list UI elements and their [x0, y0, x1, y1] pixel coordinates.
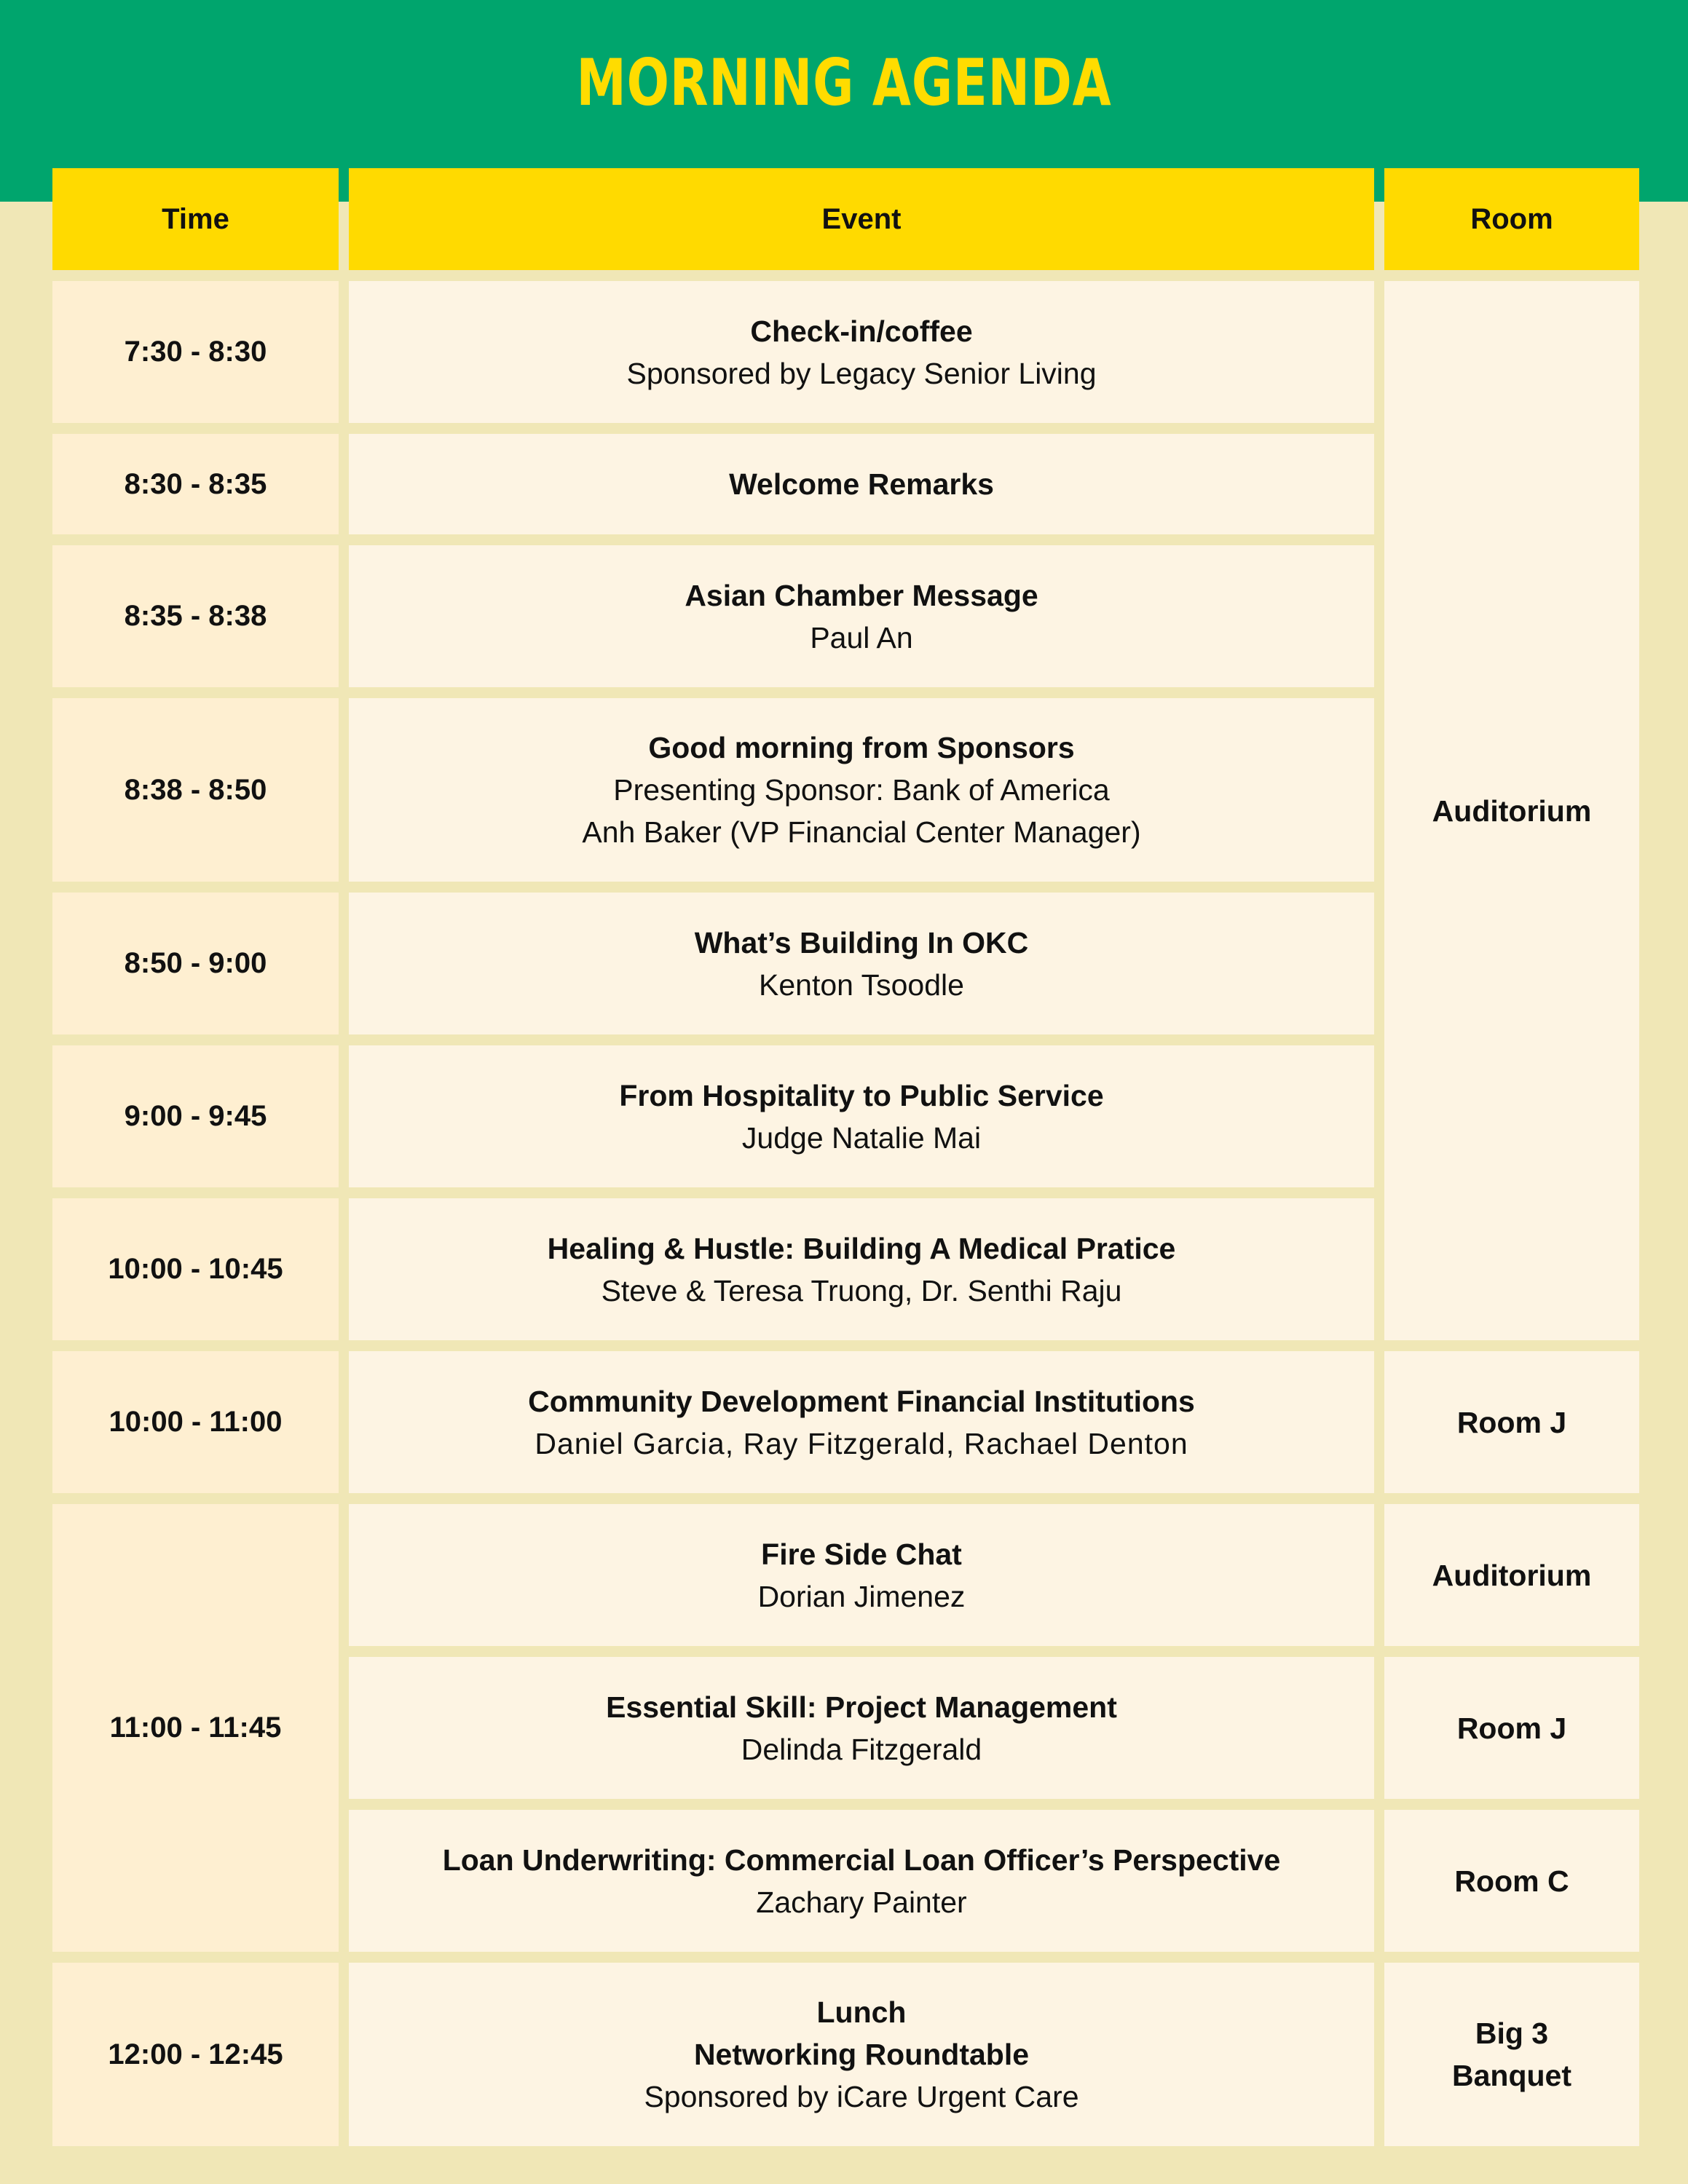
event-cell — [349, 1045, 1374, 1187]
event-cell — [349, 698, 1374, 882]
event-title: Community Development Financial Institutions — [528, 1384, 1195, 1418]
event-subtitle: Steve & Teresa Truong, Dr. Senthi Raju — [601, 1273, 1122, 1307]
event-title: Check-in/coffee — [750, 314, 973, 348]
event-title: Welcome Remarks — [729, 467, 994, 501]
event-cell — [349, 893, 1374, 1034]
event-cell — [349, 1504, 1374, 1646]
event-cell — [349, 1351, 1374, 1493]
time-cell: 7:30 - 8:30 — [52, 281, 339, 423]
time-cell: 8:30 - 8:35 — [52, 434, 339, 534]
event-title: Loan Underwriting: Commercial Loan Officer’s Perspective — [442, 1843, 1281, 1877]
column-header-event: Event — [349, 168, 1374, 270]
event-subtitle: Delinda Fitzgerald — [741, 1732, 982, 1766]
event-subtitle: Zachary Painter — [756, 1885, 967, 1919]
event-title: Fire Side Chat — [761, 1537, 962, 1571]
event-title: From Hospitality to Public Service — [619, 1078, 1104, 1112]
room-cell: Auditorium — [1384, 281, 1639, 1340]
event-subtitle: Daniel Garcia, Ray Fitzgerald, Rachael Denton — [535, 1426, 1188, 1460]
event-cell — [349, 1810, 1374, 1952]
time-cell: 12:00 - 12:45 — [52, 1963, 339, 2146]
column-header-room: Room — [1384, 168, 1639, 270]
event-subtitle: Sponsored by Legacy Senior Living — [626, 356, 1097, 390]
event-title: Essential Skill: Project Management — [606, 1690, 1117, 1724]
time-cell: 8:50 - 9:00 — [52, 893, 339, 1034]
event-subtitle: Dorian Jimenez — [757, 1579, 966, 1613]
event-subtitle: Sponsored by iCare Urgent Care — [644, 2080, 1079, 2113]
event-cell — [349, 1198, 1374, 1340]
time-cell: 11:00 - 11:45 — [52, 1504, 339, 1952]
column-header-time: Time — [52, 168, 339, 270]
time-cell: 8:38 - 8:50 — [52, 698, 339, 882]
time-cell: 9:00 - 9:45 — [52, 1045, 339, 1187]
event-subtitle: Paul An — [810, 620, 913, 654]
page-title: MORNING AGENDA — [576, 45, 1112, 120]
event-cell — [349, 281, 1374, 423]
event-subtitle: Presenting Sponsor: Bank of America Anh Baker (VP Financial Center Manager) — [582, 773, 1141, 849]
event-title: What’s Building In OKC — [694, 925, 1029, 960]
event-subtitle: Kenton Tsoodle — [759, 968, 964, 1002]
time-cell: 10:00 - 10:45 — [52, 1198, 339, 1340]
time-cell: 10:00 - 11:00 — [52, 1351, 339, 1493]
room-cell: Auditorium — [1384, 1504, 1639, 1646]
event-title: Asian Chamber Message — [685, 578, 1038, 612]
event-subtitle: Judge Natalie Mai — [741, 1120, 982, 1155]
event-cell — [349, 1657, 1374, 1799]
event-cell — [349, 1963, 1374, 2146]
event-cell — [349, 434, 1374, 534]
room-cell: Room J — [1384, 1351, 1639, 1493]
room-cell: Room J — [1384, 1657, 1639, 1799]
event-title: Healing & Hustle: Building A Medical Pratice — [547, 1231, 1176, 1265]
event-title: Lunch Networking Roundtable — [693, 1995, 1030, 2071]
room-cell: Big 3 Banquet — [1384, 1963, 1639, 2146]
time-cell: 8:35 - 8:38 — [52, 545, 339, 687]
event-title: Good morning from Sponsors — [648, 731, 1075, 764]
event-cell — [349, 545, 1374, 687]
room-cell: Room C — [1384, 1810, 1639, 1952]
